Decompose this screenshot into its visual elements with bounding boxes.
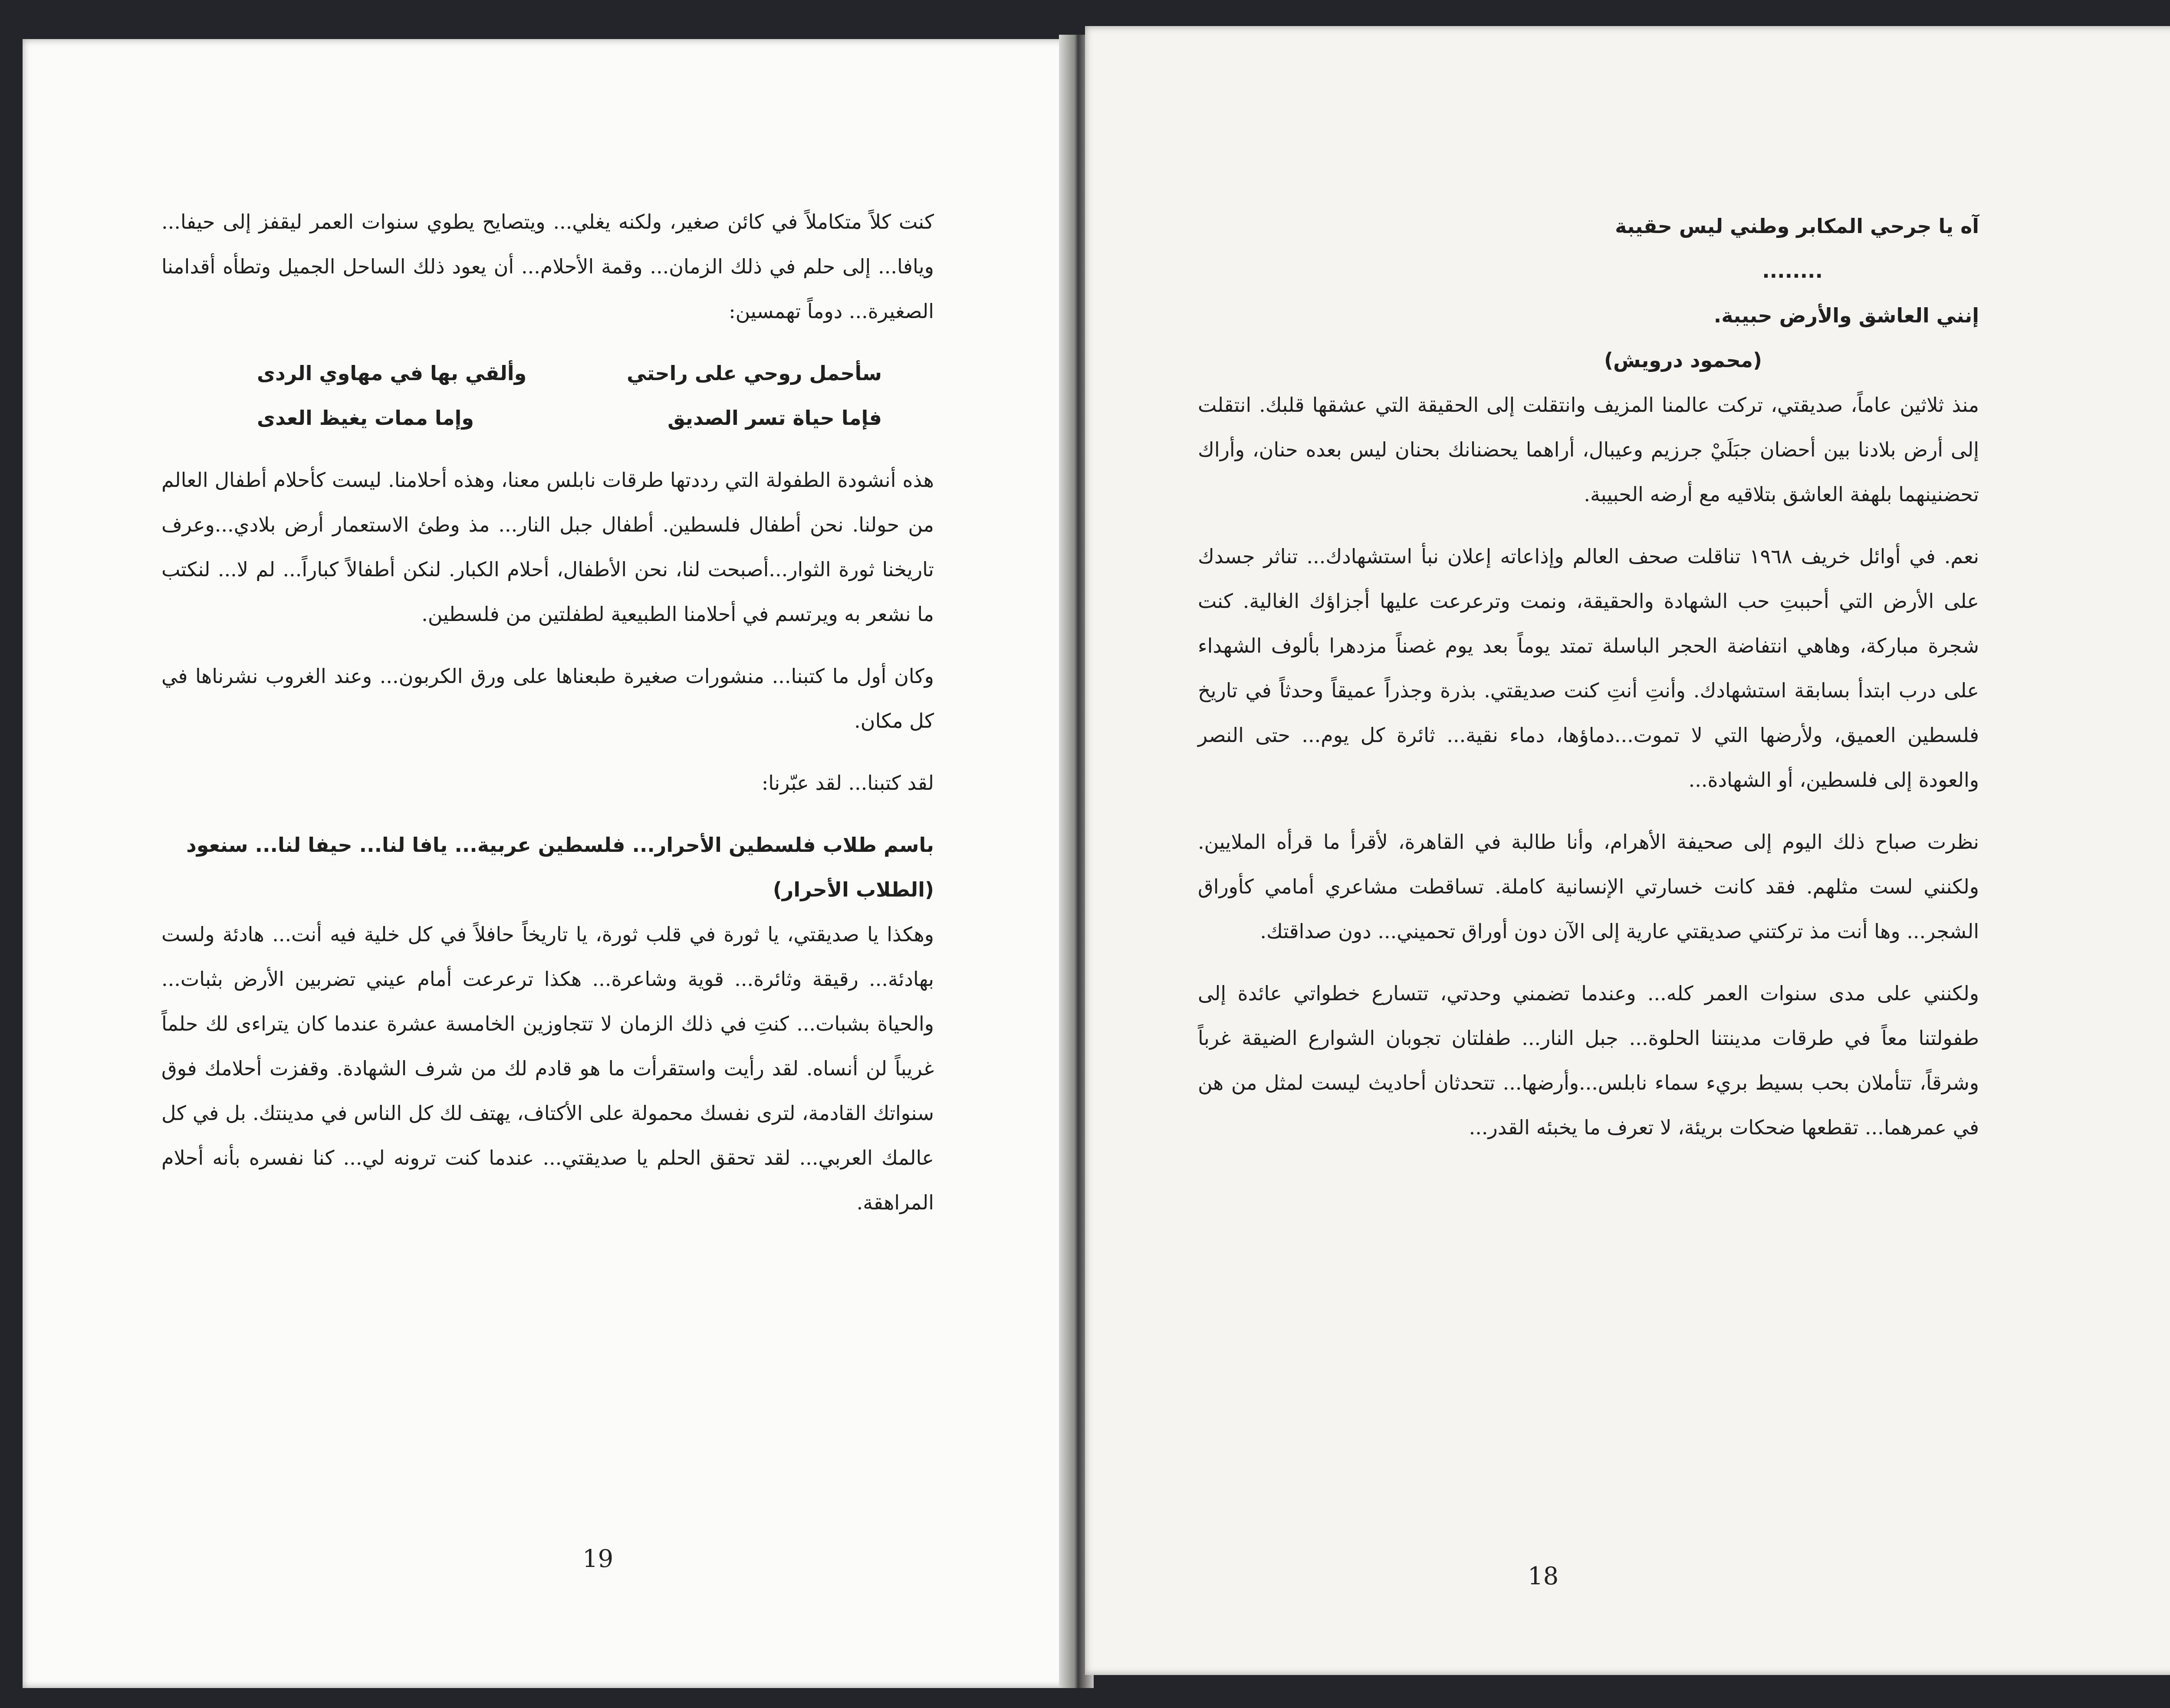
right-paragraph-2: نعم. في أوائل خريف ١٩٦٨ تناقلت صحف العالم وإذاعاته إعلان نبأ استشهادك... تناثر جسدك على الأرض التي أحببتِ حب الشهادة والحقيقة، ونمت وترعرعت عليها أجزاؤك الغالية. كنت شجرة مباركة، وهاهي انتفاضة الحجر الباسلة تمتد يوماً بعد يوم غصناً مزدهرا بألوف الشهداء على درب ابتدأ بسابقة استشهادك. وأنتِ أنتِ كنت صديقتي. بذرة وجذراً عميقاً وحدثاً في تاريخ فلسطين العميق، ولأرضها التي لا تموت...دماؤها، دماء نقية... ثائرة كل يوم... حتى النصر والعودة إلى فلسطين، أو الشهادة... [1198, 545, 1979, 792]
right-paragraph-3: نظرت صباح ذلك اليوم إلى صحيفة الأهرام، وأنا طالبة في القاهرة، لأقرأ ما قرأه الملايين. ولكنني لست مثلهم. فقد كانت خسارتي الإنسانية كاملة. تساقطت مشاعري أمامي كأوراق الشجر... وها أنت مذ تركتني صديقتي عارية إلى الآن دون أوراق تحميني... دون صداقتك. [1198, 830, 1979, 943]
verse-line-2 [161, 396, 934, 440]
right-page [1085, 26, 2170, 1675]
left-paragraph-2: هذه أنشودة الطفولة التي رددتها طرقات نابلس معنا، وهذه أحلامنا. ليست كأحلام أطفال العالم من حولنا. نحن أطفال فلسطين. أطفال جبل النار... مذ وطئ الاستعمار أرض بلادي...وعرف تاريخنا ثورة الثوار...أصبحت لنا، نحن الأطفال، أحلام الكبار. لنكن أطفالاً كباراً... لم لا... لنكتب ما نشعر به ويرتسم في أحلامنا الطبيعية لطفلتين من فلسطين. [161, 468, 934, 626]
right-page-body [1198, 204, 1979, 1150]
slogan: باسم طلاب فلسطين الأحرار... فلسطين عربية... يافا لنا... حيفا لنا... سنعود [186, 833, 934, 857]
left-paragraph-1: كنت كلاً متكاملاً في كائن صغير، ولكنه يغلي... ويتصايح يطوي سنوات العمر ليقفز إلى حيفا... ويافا... إلى حلم في ذلك الزمان... وقمة الأحلام... أن يعود ذلك الساحل الجميل وتطأه أقدامنا الصغيرة... دوماً تهمسين: [161, 210, 934, 323]
left-page [23, 39, 1072, 1688]
slogan-signature: (الطلاب الأحرار) [773, 878, 934, 901]
verse-hemistich: وألقي بها في مهاوي الردى [257, 361, 527, 385]
left-paragraph-4: لقد كتبنا... لقد عبّرنا: [761, 771, 934, 795]
verse-hemistich: فإما حياة تسر الصديق [667, 406, 882, 430]
right-paragraph-4: ولكنني على مدى سنوات العمر كله... وعندما تضمني وحدتي، تتسارع خطواتي عائدة إلى طفولتنا معاً في طرقات مدينتنا الحلوة... جبل النار... طفلتان تجوبان الشوارع الضيقة غرباً وشرقاً، تتأملان بحب بسيط بريء سماء نابلس...وأرضها... تتحدثان أحاديث ليست لمثل من هن في عمرهما... تقطعها ضحكات بريئة، لا تعرف ما يخبئه القدر... [1198, 982, 1979, 1139]
right-paragraph-1: منذ ثلاثين عاماً، صديقتي، تركت عالمنا المزيف وانتقلت إلى الحقيقة التي عشقها قلبك. انتقلت إلى أرض بلادنا بين أحضان جبَلَيْ جرزيم وعيبال، أراهما يحضنانك بحنان ليس بعده حنان، وأراك تحضنينهما بلهفة العاشق بتلاقيه مع أرضه الحبيبة. [1198, 393, 1979, 506]
poem-line-2: إنني العاشق والأرض حبيبة. [1713, 304, 1979, 327]
verse-hemistich: وإما ممات يغيظ العدى [257, 406, 474, 430]
left-paragraph-5: وهكذا يا صديقتي، يا ثورة في قلب ثورة، يا تاريخاً حافلاً في كل خلية فيه أنت... هادئة ولست بهادئة... رقيقة وثائرة... قوية وشاعرة... هكذا ترعرعت أمام عيني تضربين الأرض بثبات... والحياة بشبات... كنتِ في ذلك الزمان لا تتجاوزين الخامسة عشرة عندما كان يتراءى لك حلماً غريباً لن أنساه. لقد رأيت واستقرأت ما هو قادم لك من شرف الشهادة. وقفزت أحلامك فوق سنواتك القادمة، لترى نفسك محمولة على الأكتاف، يهتف لك كل الناس في مدينتك. بل في كل عالمك العربي... لقد تحقق الحلم يا صديقتي... عندما كنت ترونه لي... كنا نفسره بأنه أحلام المراهقة. [161, 923, 934, 1214]
poem-line-1: آه يا جرحي المكابر وطني ليس حقيبة [1615, 214, 1979, 238]
left-page-body [161, 200, 934, 1225]
page-number-right: 18 [1528, 1562, 1559, 1590]
poem-author: (محمود درويش) [1604, 348, 1762, 372]
poem-ellipsis: ........ [1762, 259, 1823, 282]
page-number-left: 19 [582, 1545, 614, 1573]
left-paragraph-3: وكان أول ما كتبنا... منشورات صغيرة طبعناها على ورق الكربون... وعند الغروب نشرناها في كل مكان. [161, 664, 934, 732]
verse-hemistich: سأحمل روحي على راحتي [627, 361, 882, 385]
verse-line-1 [161, 351, 934, 396]
